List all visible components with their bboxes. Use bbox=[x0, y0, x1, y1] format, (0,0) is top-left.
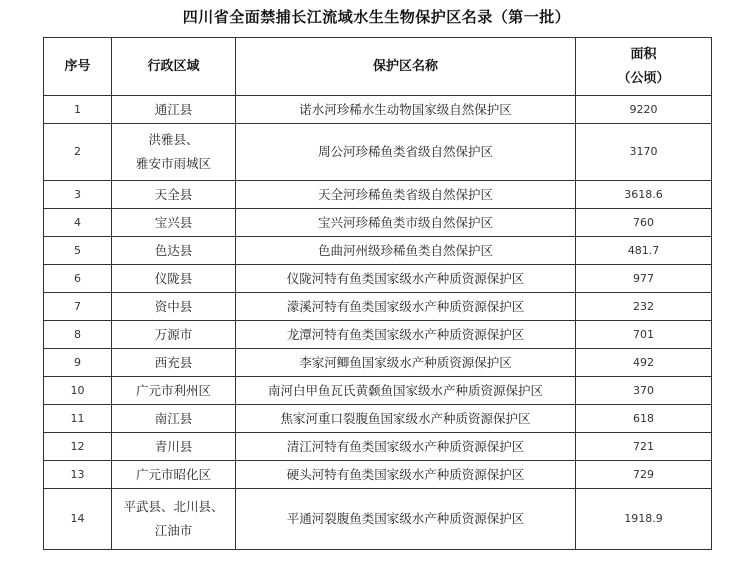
cell-area: 618 bbox=[576, 405, 712, 433]
cell-name: 周公河珍稀鱼类省级自然保护区 bbox=[236, 124, 576, 181]
cell-seq: 14 bbox=[44, 489, 112, 550]
cell-seq: 10 bbox=[44, 377, 112, 405]
cell-region bbox=[112, 124, 236, 181]
cell-area: 729 bbox=[576, 461, 712, 489]
cell-region: 资中县 bbox=[112, 293, 236, 321]
cell-name: 色曲河州级珍稀鱼类自然保护区 bbox=[236, 237, 576, 265]
cell-region: 广元市昭化区 bbox=[112, 461, 236, 489]
cell-area: 1918.9 bbox=[576, 489, 712, 550]
cell-name: 天全河珍稀鱼类省级自然保护区 bbox=[236, 181, 576, 209]
table-row bbox=[44, 181, 712, 209]
table-row bbox=[44, 377, 712, 405]
cell-seq: 12 bbox=[44, 433, 112, 461]
table-row bbox=[44, 321, 712, 349]
cell-region-line: 洪雅县、 bbox=[148, 132, 199, 147]
cell-seq: 9 bbox=[44, 349, 112, 377]
cell-region: 天全县 bbox=[112, 181, 236, 209]
cell-area: 370 bbox=[576, 377, 712, 405]
cell-area: 492 bbox=[576, 349, 712, 377]
cell-area: 721 bbox=[576, 433, 712, 461]
cell-name: 仪陇河特有鱼类国家级水产种质资源保护区 bbox=[236, 265, 576, 293]
cell-region: 仪陇县 bbox=[112, 265, 236, 293]
cell-seq: 6 bbox=[44, 265, 112, 293]
cell-name: 平通河裂腹鱼类国家级水产种质资源保护区 bbox=[236, 489, 576, 550]
table-row bbox=[44, 293, 712, 321]
page-title: 四川省全面禁捕长江流域水生生物保护区名录（第一批） bbox=[182, 8, 571, 26]
cell-region: 西充县 bbox=[112, 349, 236, 377]
cell-region: 色达县 bbox=[112, 237, 236, 265]
cell-name: 焦家河重口裂腹鱼国家级水产种质资源保护区 bbox=[236, 405, 576, 433]
cell-name: 硬头河特有鱼类国家级水产种质资源保护区 bbox=[236, 461, 576, 489]
cell-region-line: 平武县、北川县、 bbox=[123, 499, 224, 514]
cell-region: 通江县 bbox=[112, 96, 236, 124]
table-row bbox=[44, 405, 712, 433]
header-name: 保护区名称 bbox=[236, 38, 576, 96]
cell-seq: 4 bbox=[44, 209, 112, 237]
header-area-line2: （公顷） bbox=[617, 70, 670, 86]
table-row bbox=[44, 461, 712, 489]
cell-seq: 1 bbox=[44, 96, 112, 124]
cell-seq: 7 bbox=[44, 293, 112, 321]
cell-area: 9220 bbox=[576, 96, 712, 124]
table-row bbox=[44, 124, 712, 181]
cell-area: 232 bbox=[576, 293, 712, 321]
table-row bbox=[44, 237, 712, 265]
table-row bbox=[44, 349, 712, 377]
cell-region-line: 江油市 bbox=[154, 523, 193, 538]
reserve-table bbox=[43, 37, 712, 550]
cell-name: 龙潭河特有鱼类国家级水产种质资源保护区 bbox=[236, 321, 576, 349]
cell-seq: 5 bbox=[44, 237, 112, 265]
cell-area: 3618.6 bbox=[576, 181, 712, 209]
cell-region-line: 雅安市雨城区 bbox=[135, 156, 211, 171]
table-row bbox=[44, 209, 712, 237]
cell-name: 南河白甲鱼瓦氏黄颡鱼国家级水产种质资源保护区 bbox=[236, 377, 576, 405]
header-area-line1: 面积 bbox=[630, 46, 657, 62]
cell-seq: 11 bbox=[44, 405, 112, 433]
table-row bbox=[44, 96, 712, 124]
header-region: 行政区域 bbox=[112, 38, 236, 96]
table-row bbox=[44, 489, 712, 550]
cell-area: 701 bbox=[576, 321, 712, 349]
cell-seq: 3 bbox=[44, 181, 112, 209]
cell-name: 宝兴河珍稀鱼类市级自然保护区 bbox=[236, 209, 576, 237]
cell-region: 宝兴县 bbox=[112, 209, 236, 237]
cell-seq: 2 bbox=[44, 124, 112, 181]
cell-area: 760 bbox=[576, 209, 712, 237]
header-seq: 序号 bbox=[44, 38, 112, 96]
table-row bbox=[44, 433, 712, 461]
cell-area: 3170 bbox=[576, 124, 712, 181]
cell-area: 977 bbox=[576, 265, 712, 293]
cell-seq: 13 bbox=[44, 461, 112, 489]
cell-name: 李家河鲫鱼国家级水产种质资源保护区 bbox=[236, 349, 576, 377]
reserve-table-container bbox=[43, 37, 711, 550]
cell-name: 清江河特有鱼类国家级水产种质资源保护区 bbox=[236, 433, 576, 461]
cell-region: 万源市 bbox=[112, 321, 236, 349]
cell-region: 青川县 bbox=[112, 433, 236, 461]
table-row bbox=[44, 265, 712, 293]
table-header-row bbox=[44, 38, 712, 96]
cell-region: 广元市利州区 bbox=[112, 377, 236, 405]
cell-region bbox=[112, 489, 236, 550]
cell-region: 南江县 bbox=[112, 405, 236, 433]
cell-seq: 8 bbox=[44, 321, 112, 349]
cell-name: 濛溪河特有鱼类国家级水产种质资源保护区 bbox=[236, 293, 576, 321]
cell-area: 481.7 bbox=[576, 237, 712, 265]
cell-name: 诺水河珍稀水生动物国家级自然保护区 bbox=[236, 96, 576, 124]
header-area bbox=[576, 38, 712, 96]
